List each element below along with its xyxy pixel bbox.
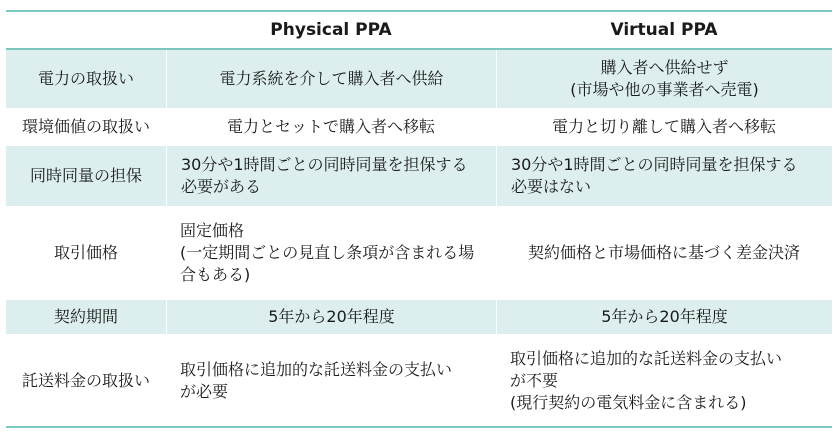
physical-text: 電力とセットで購入者へ移転 [226,117,435,136]
table-header-row [6,10,832,50]
physical-text-line: が必要 [180,382,229,401]
header-blank-cell [6,12,166,48]
table-row-environmental-value [6,110,832,146]
virtual-cell [496,50,832,108]
virtual-text-line: 購入者へ供給せず [600,58,729,77]
virtual-cell [496,208,832,298]
physical-text-line: 30分や1時間ごとの同時同量を担保する [181,155,468,174]
physical-text-line: 固定価格 [180,221,245,240]
virtual-text-line: (現行契約の電気料金に含まれる) [510,393,747,412]
virtual-text-line: 30分や1時間ごとの同時同量を担保する [511,155,798,174]
physical-cell [166,300,496,334]
table-row-simultaneous-balancing [6,146,832,208]
virtual-text-line: (市場や他の事業者へ売電) [570,80,759,99]
row-label: 託送料金の取扱い [21,371,150,390]
physical-text-line: 合もある) [180,265,251,284]
virtual-text-line: が不要 [510,371,559,390]
table-row-contract-period [6,300,832,336]
row-label: 環境価値の取扱い [21,117,150,136]
virtual-cell [496,300,832,334]
virtual-cell [496,110,832,144]
physical-cell [166,208,496,298]
table-row-power-handling [6,50,832,110]
virtual-text: 5年から20年程度 [601,307,728,326]
physical-cell [166,146,496,206]
row-label: 取引価格 [53,243,118,262]
physical-text-line: (一定期間ごとの見直し条項が含まれる場 [180,243,475,262]
physical-text: 5年から20年程度 [268,307,395,326]
physical-cell [166,50,496,108]
row-label: 同時同量の担保 [29,166,142,185]
physical-text: 電力系統を介して購入者へ供給 [219,69,444,88]
table-row-wheeling-charge [6,336,832,428]
virtual-cell [496,336,832,426]
table-row-transaction-price [6,208,832,300]
virtual-text-line: 取引価格に追加的な託送料金の支払い [510,349,783,368]
physical-cell [166,110,496,144]
physical-cell [166,336,496,426]
header-physical-ppa: Physical PPA [270,20,392,40]
virtual-text-line: 必要はない [511,177,592,196]
physical-text-line: 必要がある [181,177,262,196]
physical-text-line: 取引価格に追加的な託送料金の支払い [180,360,453,379]
virtual-text: 電力と切り離して購入者へ移転 [551,117,776,136]
virtual-text: 契約価格と市場価格に基づく差金決済 [527,243,800,262]
row-label: 電力の取扱い [37,69,134,88]
ppa-comparison-table [6,10,832,428]
virtual-cell [496,146,832,206]
header-virtual-ppa: Virtual PPA [610,20,718,40]
row-label: 契約期間 [53,307,118,326]
